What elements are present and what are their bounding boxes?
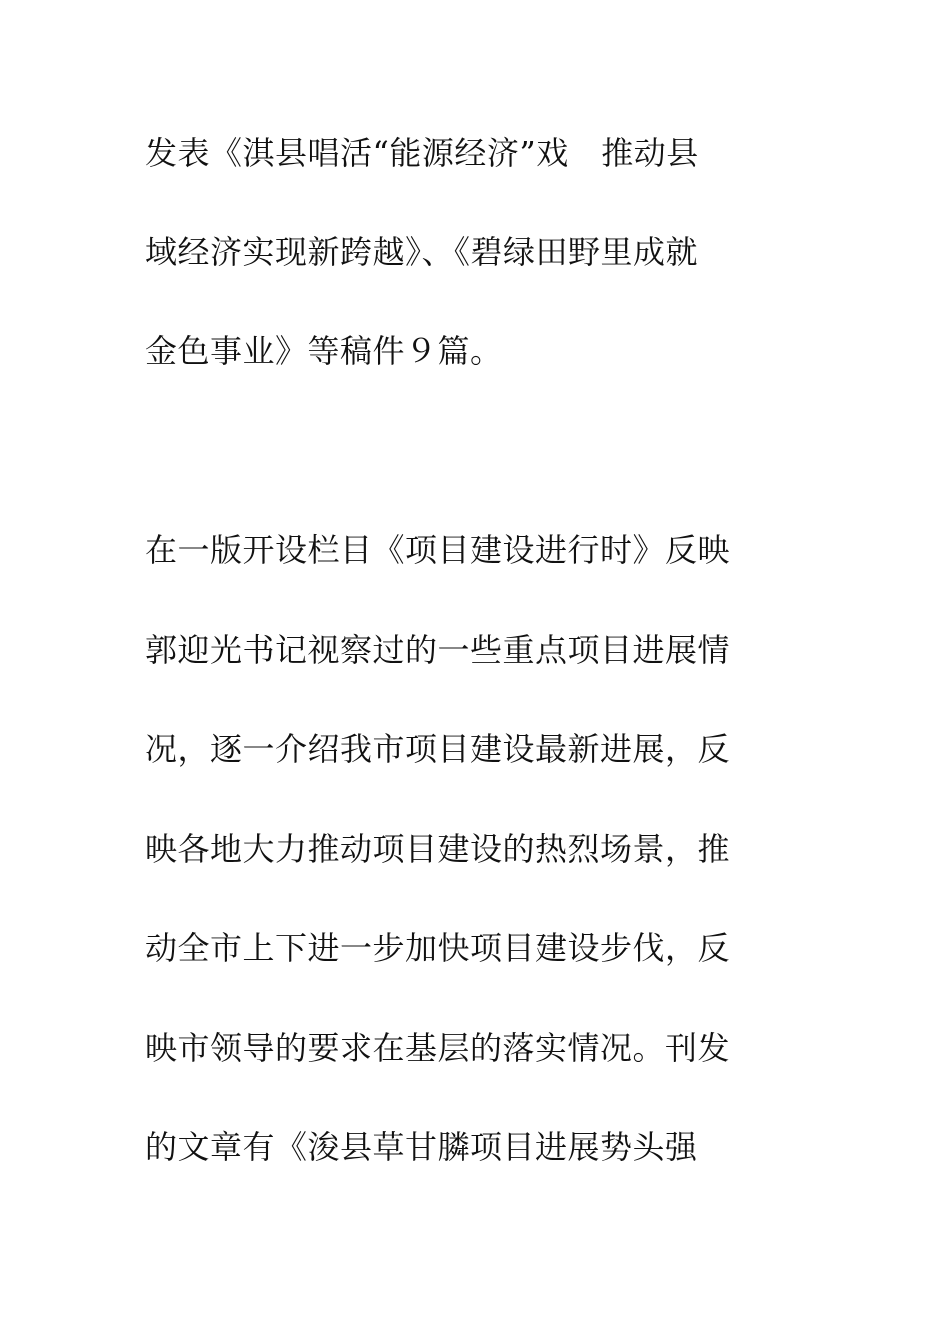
- paragraph-1-line-3: 金色事业》等稿件９篇。: [145, 332, 503, 370]
- paragraph-2-line-5: 动全市上下进一步加快项目建设步伐，反: [145, 929, 731, 967]
- paragraph-1-line-2: 域经济实现新跨越》、《碧绿田野里成就: [145, 233, 699, 271]
- paragraph-2-line-7: 的文章有《浚县草甘膦项目进展势头强: [145, 1128, 698, 1166]
- paragraph-2-line-2: 郭迎光书记视察过的一些重点项目进展情: [145, 631, 731, 669]
- paragraph-1-line-1: 发表《淇县唱活“能源经济”戏 推动县: [145, 134, 699, 172]
- paragraph-2-line-4: 映各地大力推动项目建设的热烈场景，推: [145, 830, 731, 868]
- paragraph-2-line-1: 在一版开设栏目《项目建设进行时》反映: [145, 531, 731, 569]
- paragraph-2-line-3: 况，逐一介绍我市项目建设最新进展，反: [145, 730, 731, 768]
- paragraph-2-line-6: 映市领导的要求在基层的落实情况。刊发: [145, 1029, 731, 1067]
